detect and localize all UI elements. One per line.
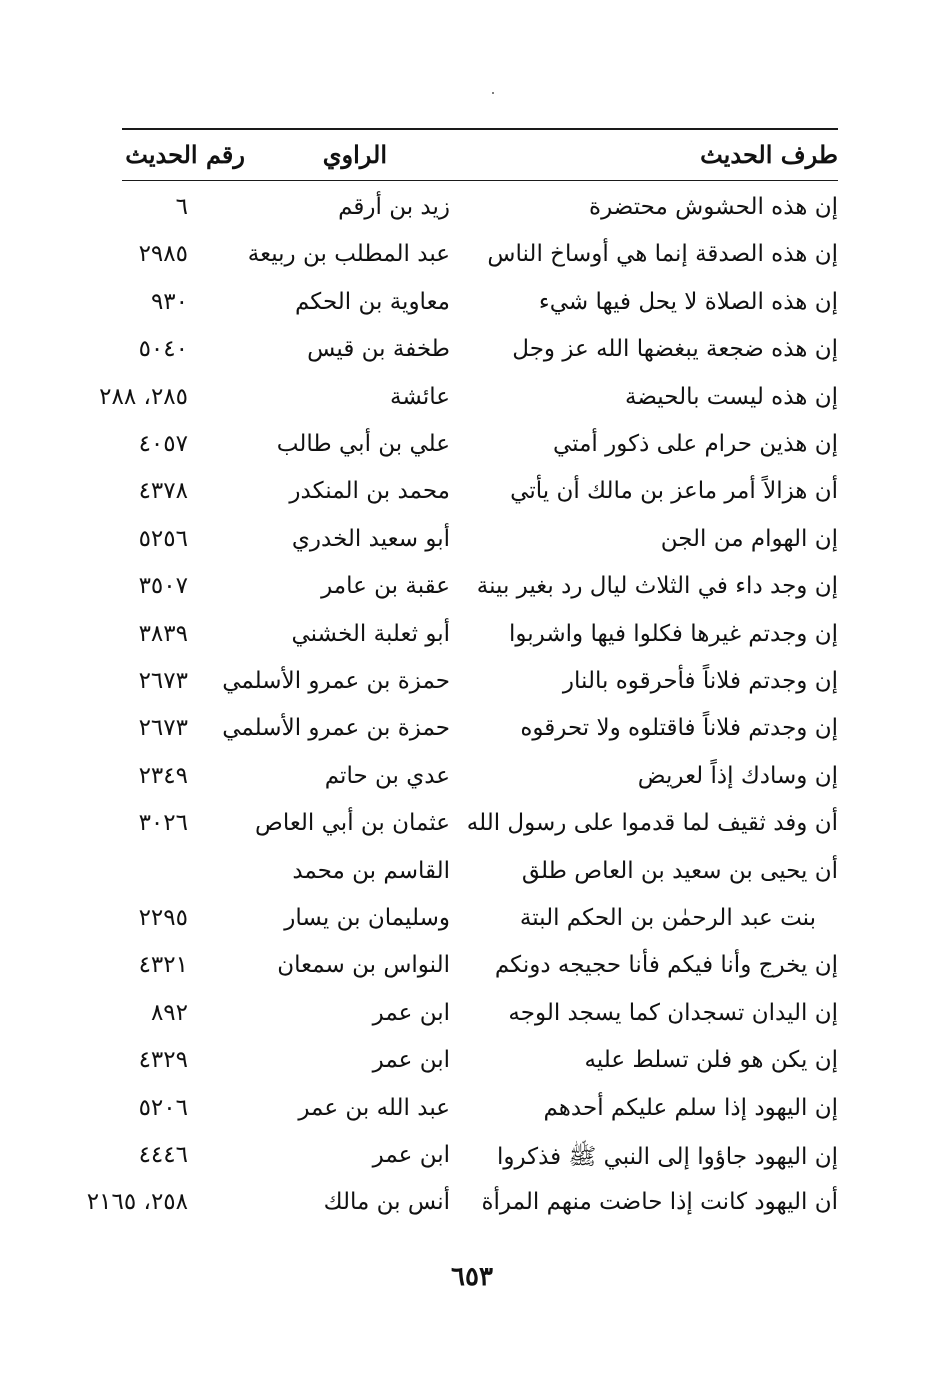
- hadith-number: ٢٣٤٩: [138, 762, 188, 789]
- table-row: [0, 376, 944, 424]
- hadith-number: ٣٥٠٧: [138, 573, 188, 600]
- narrator-name: علي بن أبي طالب: [276, 431, 450, 457]
- hadith-number: ٢٦٧٣: [138, 668, 188, 694]
- narrator-name: ابن عمر: [372, 1047, 450, 1074]
- table-row: [0, 1039, 944, 1087]
- narrator-name: القاسم بن محمد: [292, 857, 450, 884]
- table-row: [0, 992, 944, 1040]
- table-row: [0, 850, 944, 898]
- hadith-number: ٤٣٧٨: [138, 478, 188, 505]
- table-row: [0, 897, 944, 945]
- table-row: [0, 565, 944, 613]
- table-row: [0, 613, 944, 661]
- hadith-text: إن اليهود جاؤوا إلى النبي ﷺ فذكروا: [496, 1144, 838, 1170]
- table-row: [0, 518, 944, 566]
- hadith-text: إن يخرج وأنا فيكم فأنا حجيجه دونكم: [494, 952, 838, 979]
- table-row: [0, 470, 944, 518]
- hadith-text: إن وجدتم غيرها فكلوا فيها واشربوا: [509, 620, 838, 647]
- hadith-text: إن هذه الصلاة لا يحل فيها شيء: [538, 288, 838, 315]
- narrator-name: زيد بن أرقم: [338, 194, 450, 220]
- narrator-name: حمزة بن عمرو الأسلمي: [222, 715, 450, 742]
- hadith-text: إن هذين حرام على ذكور أمتي: [553, 431, 838, 457]
- hadith-text: إن وجدتم فلاناً فأحرقوه بالنار: [562, 668, 838, 694]
- hadith-number: ٢٨٥، ٢٨٨: [99, 383, 188, 410]
- narrator-name: أبو ثعلبة الخشني: [291, 620, 450, 647]
- table-row: [0, 281, 944, 329]
- narrator-name: أبو سعيد الخدري: [291, 525, 450, 552]
- hadith-text: إن هذه الحشوش محتضرة: [589, 194, 838, 220]
- header-rule: [122, 180, 838, 181]
- narrator-name: عقبة بن عامر: [321, 573, 450, 600]
- table-row: [0, 944, 944, 992]
- hadith-number: ٣٠٢٦: [138, 810, 188, 837]
- hadith-text: إن اليدان تسجدان كما يسجد الوجه: [508, 999, 838, 1026]
- hadith-text: إن هذه ضجعة يبغضها الله عز وجل: [512, 336, 838, 363]
- hadith-text: أن اليهود كانت إذا حاضت منهم المرأة: [481, 1189, 838, 1216]
- hadith-text: إن وسادك إذاً لعريض: [637, 762, 838, 789]
- narrator-name: عبد المطلب بن ربيعة: [247, 241, 450, 268]
- narrator-name: عبد الله بن عمر: [298, 1094, 450, 1121]
- hadith-text: بنت عبد الرحمٰن بن الحكم البتة: [519, 905, 816, 931]
- hadith-text: أن يحيى بن سعيد بن العاص طلق: [521, 857, 838, 884]
- hadith-text: إن وجدتم فلاناً فاقتلوه ولا تحرقوه: [520, 715, 838, 742]
- hadith-number: ٥٠٤٠: [138, 336, 188, 363]
- hadith-number: ٤٠٥٧: [138, 431, 188, 457]
- header-number: رقم الحديث: [125, 140, 245, 169]
- table-row: [0, 1134, 944, 1182]
- hadith-number: ٤٤٤٦: [138, 1142, 188, 1168]
- table-row: [0, 423, 944, 471]
- table-row: [0, 660, 944, 708]
- narrator-name: محمد بن المنكدر: [289, 478, 450, 505]
- narrator-name: عدي بن حاتم: [324, 762, 450, 789]
- hadith-number: ٢٩٨٥: [138, 241, 188, 268]
- hadith-text: إن هذه ليست بالحيضة: [625, 383, 838, 410]
- hadith-text: إن الهوام من الجن: [660, 525, 838, 552]
- hadith-text: إن اليهود إذا سلم عليكم أحدهم: [543, 1094, 838, 1121]
- hadith-number: ٥٢٥٦: [138, 525, 188, 552]
- narrator-name: ابن عمر: [372, 1142, 450, 1168]
- hadith-number: ٤٣٢٩: [138, 1047, 188, 1074]
- narrator-name: ابن عمر: [372, 999, 450, 1026]
- table-row: [0, 802, 944, 850]
- table-row: [0, 1087, 944, 1135]
- page-number: ٦٥٣: [451, 1262, 493, 1292]
- page-speck: [492, 92, 494, 94]
- hadith-number: ٥٢٠٦: [138, 1094, 188, 1121]
- table-row: [0, 233, 944, 281]
- table-row: [0, 186, 944, 234]
- hadith-number: ٦: [175, 194, 188, 220]
- table-row: [0, 755, 944, 803]
- table-row: [0, 328, 944, 376]
- table-row: [0, 1181, 944, 1229]
- top-rule: [122, 128, 838, 130]
- narrator-name: حمزة بن عمرو الأسلمي: [222, 668, 450, 694]
- hadith-number: ٨٩٢: [150, 999, 188, 1026]
- header-narrator: الراوي: [322, 140, 387, 169]
- narrator-name: النواس بن سمعان: [277, 952, 450, 979]
- hadith-number: ٢٢٩٥: [138, 905, 188, 931]
- narrator-name: وسليمان بن يسار: [284, 905, 450, 931]
- hadith-number: ٩٣٠: [150, 288, 188, 315]
- narrator-name: عثمان بن أبي العاص: [255, 810, 450, 837]
- table-row: [0, 707, 944, 755]
- hadith-number: ٢٥٨، ٢١٦٥: [86, 1189, 188, 1216]
- narrator-name: معاوية بن الحكم: [294, 288, 450, 315]
- hadith-text: إن يكن هو فلن تسلط عليه: [584, 1047, 838, 1074]
- hadith-text: إن هذه الصدقة إنما هي أوساخ الناس: [487, 241, 838, 268]
- header-hadith: طرف الحديث: [700, 140, 838, 169]
- narrator-name: عائشة: [390, 383, 450, 410]
- hadith-text: أن هزالاً أمر ماعز بن مالك أن يأتي: [510, 478, 838, 505]
- hadith-number: ٣٨٣٩: [138, 620, 188, 647]
- hadith-text: أن وفد ثقيف لما قدموا على رسول الله: [466, 810, 838, 837]
- hadith-number: ٢٦٧٣: [138, 715, 188, 742]
- hadith-number: ٤٣٢١: [138, 952, 188, 979]
- hadith-text: إن وجد داء في الثلاث ليال رد بغير بينة: [476, 573, 838, 600]
- narrator-name: طخفة بن قيس: [307, 336, 450, 363]
- narrator-name: أنس بن مالك: [323, 1189, 450, 1216]
